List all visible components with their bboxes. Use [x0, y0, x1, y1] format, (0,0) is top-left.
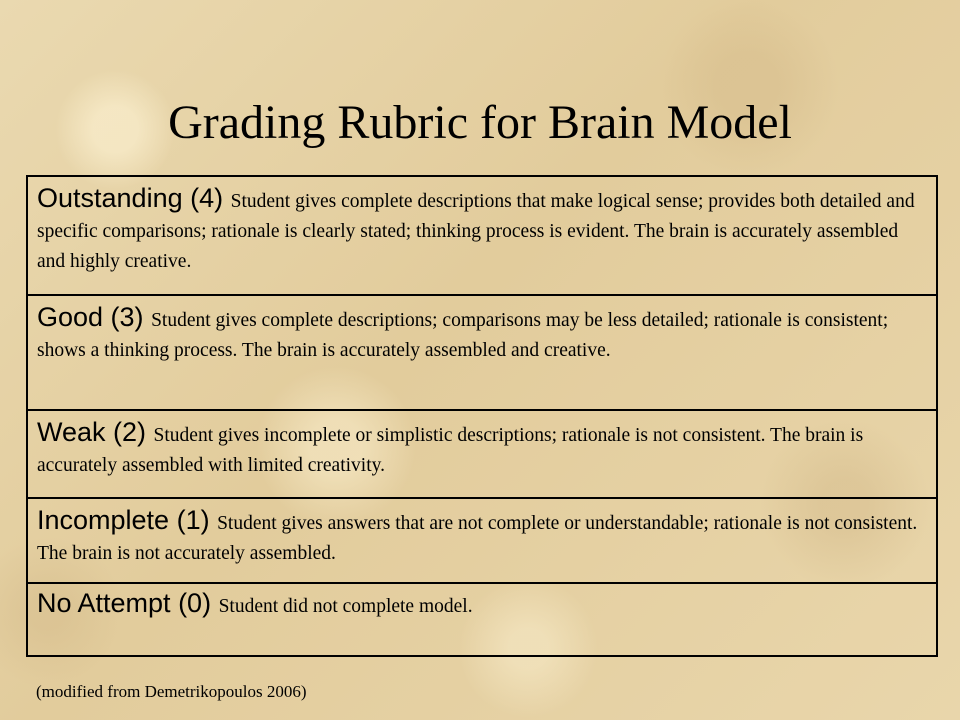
rubric-description: Student gives complete descriptions that make logical sense; provides both detailed and specific comparisons; rationale is clearly stated; thinking process is evident. The brain is accurately assembled and highly creative.	[37, 191, 915, 272]
rubric-level: Incomplete (1)	[37, 505, 218, 535]
rubric-table	[26, 175, 938, 657]
source-note: (modified from Demetrikopoulos 2006)	[36, 682, 307, 701]
rubric-description: Student gives answers that are not complete or understandable; rationale is not consistent. The brain is not accurately assembled.	[37, 513, 918, 564]
rubric-row-good	[28, 296, 936, 411]
rubric-description: Student gives complete descriptions; comparisons may be less detailed; rationale is consistent; shows a thinking process. The brain is accurately assembled and creative.	[37, 310, 889, 361]
rubric-level: Weak (2)	[37, 417, 154, 447]
rubric-row-incomplete	[28, 499, 936, 584]
rubric-row-no-attempt	[28, 584, 936, 655]
rubric-row-weak	[28, 411, 936, 499]
rubric-description: Student gives incomplete or simplistic descriptions; rationale is not consistent. The brain is accurately assembled with limited creativity.	[37, 425, 864, 476]
rubric-level: Good (3)	[37, 302, 152, 332]
rubric-level: Outstanding (4)	[37, 183, 231, 213]
rubric-description: Student did not complete model.	[218, 596, 473, 617]
rubric-row-outstanding	[28, 177, 936, 296]
rubric-level: No Attempt (0)	[37, 588, 219, 618]
page-title: Grading Rubric for Brain Model	[168, 96, 792, 149]
